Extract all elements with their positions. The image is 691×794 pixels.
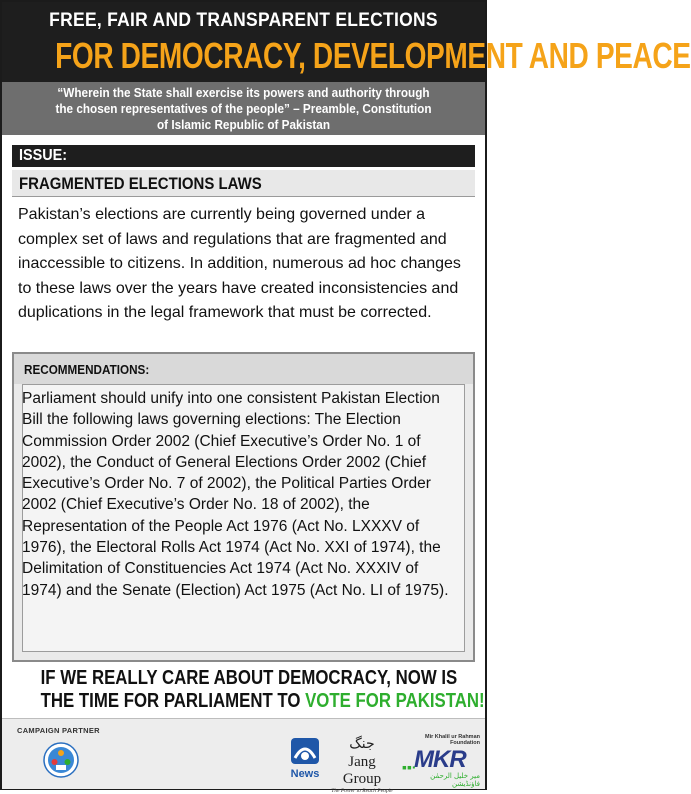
cta-line-1: IF WE REALLY CARE ABOUT DEMOCRACY, NOW IS	[40, 667, 458, 689]
cta-line-2	[40, 690, 485, 713]
quote-line-3: of Islamic Republic of Pakistan	[156, 118, 331, 132]
issue-title-bar	[12, 170, 475, 197]
mkr-logo	[400, 746, 480, 775]
recommendations-header	[14, 354, 473, 384]
issue-body-text: Pakistan’s elections are currently being governed under a complex set of laws and regulations that are fragmented and inaccessible to citizens. In addition, numerous ad hoc changes to these laws over the years have created inconsistencies and duplications in the legal framework that must be corrected.	[18, 206, 461, 321]
geo-news-logo-icon	[287, 736, 323, 781]
header-banner	[2, 2, 691, 82]
constitution-quote	[2, 82, 485, 135]
mkr-foundation-logo-icon	[400, 734, 480, 788]
recommendations-body-text: Parliament should unify into one consistent Pakistan Election Bill the following laws governing elections: The Election Commission Order 2002 (Chief Executive’s Order No. 1 of 2002), the Conduct of General Elections Order 2002 (Chief Executive’s Order No. 7 of 2002), the Political Parties Order 2002 (Chief Executive’s Order No. 18 of 2002), the Representation of the People Act 1976 (Act No. LXXXV of 1976), the Electoral Rolls Act 1974 (Act No. XXI of 1974), the Delimitation of Constituencies Act 1974 (Act No. XXXIV of 1974) and the Senate (Election) Act 1975 (Act No. LI of 1975).	[22, 390, 449, 599]
geo-news-label: News	[290, 768, 320, 780]
header-title: FREE, FAIR AND TRANSPARENT ELECTIONS	[49, 10, 438, 31]
quote-line-2: the chosen representatives of the people” – Preamble, Constitution	[55, 102, 432, 116]
mkr-dash-mark: ▪▪·	[402, 759, 417, 775]
recommendations-label: RECOMMENDATIONS:	[24, 362, 150, 377]
campaign-partner-label: CAMPAIGN PARTNER	[17, 726, 100, 735]
campaign-emblem-icon	[43, 742, 79, 778]
issue-title: FRAGMENTED ELECTIONS LAWS	[19, 174, 262, 193]
header-subtitle: FOR DEMOCRACY, DEVELOPMENT AND PEACE	[55, 35, 691, 76]
jang-group-tagline: The Power to Reach People	[331, 788, 393, 794]
call-to-action	[2, 667, 485, 713]
quote-line-1: “Wherein the State shall exercise its powers and authority through	[57, 86, 430, 100]
mkr-letters: MKR	[414, 746, 466, 773]
issue-label: ISSUE:	[19, 147, 68, 164]
cta-line-2-text: THE TIME FOR PARLIAMENT TO	[40, 690, 306, 712]
jang-urdu-text: جنگ	[349, 736, 375, 752]
jang-group-logo-icon	[328, 736, 396, 794]
mkr-urdu-text: میر خلیل الرحمٰن فاؤنڈیشن	[430, 772, 480, 788]
mkr-foundation-name: Mir Khalil ur Rahman Foundation	[424, 734, 480, 746]
issue-label-bar	[12, 145, 475, 167]
jang-group-name: Jang Group	[342, 754, 382, 787]
vote-for-pakistan-text: VOTE FOR PAKISTAN!	[305, 690, 485, 712]
